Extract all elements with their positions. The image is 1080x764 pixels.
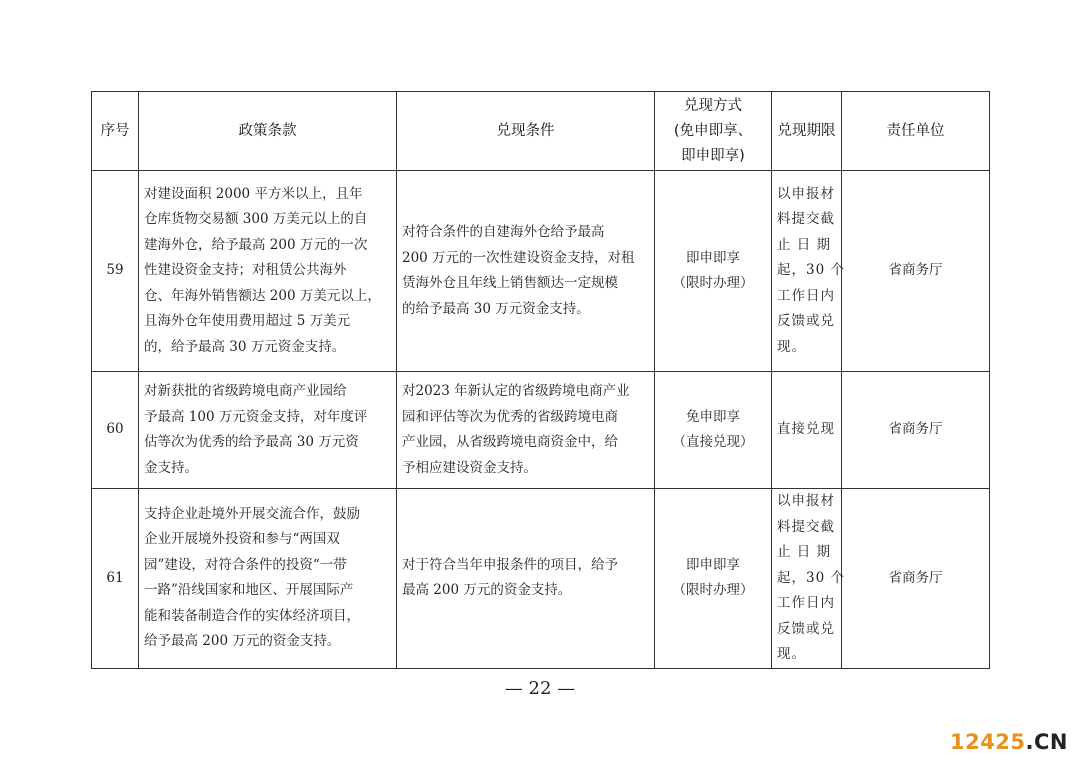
period-line: 以申报材	[777, 185, 835, 202]
row-condition	[397, 489, 655, 669]
page-number: — 22 —	[504, 678, 576, 699]
period-line: 止 日 期	[777, 236, 832, 253]
condition-line: 对符合条件的自建海外仓给予最高	[402, 224, 605, 240]
method-line: 即申即享	[686, 556, 740, 573]
header-method-line: 兑现方式	[684, 97, 742, 114]
policy-line: 园”建设，对符合条件的投资“一带	[144, 556, 347, 573]
period-line: 工作日内	[777, 595, 835, 611]
period-line: 料提交截	[777, 211, 835, 228]
row-method	[655, 171, 772, 372]
watermark-suffix: .CN	[1025, 730, 1068, 754]
row-unit: 省商务厅	[842, 489, 990, 669]
policy-line: 予最高 100 万元资金支持，对年度评	[144, 408, 368, 425]
row-policy	[139, 489, 397, 669]
header-method-line: (免申即享、	[673, 122, 753, 139]
period-line: 起，30 个	[777, 569, 845, 586]
condition-line: 园和评估等次为优秀的省级跨境电商	[402, 408, 618, 425]
row-number: 61	[92, 489, 139, 669]
policy-line: 性建设资金支持；对租赁公共海外	[144, 262, 347, 279]
policy-line: 仓、年海外销售额达 200 万美元以上，	[144, 287, 381, 304]
row-period	[772, 372, 842, 489]
row-unit: 省商务厅	[842, 372, 990, 489]
condition-line: 200 万元的一次性建设资金支持，对租	[402, 249, 635, 266]
period-line: 工作日内	[777, 287, 835, 304]
row-unit: 省商务厅	[842, 171, 990, 372]
policy-line: 的，给予最高 30 万元资金支持。	[144, 338, 346, 355]
policy-line: 仓库货物交易额 300 万美元以上的自	[144, 211, 368, 228]
header-method-line: 即申即享)	[681, 147, 745, 164]
period-line: 以申报材	[777, 493, 835, 509]
header-policy: 政策条款	[139, 92, 397, 171]
condition-line: 赁海外仓且年线上销售额达一定规模	[402, 275, 618, 291]
method-line: （直接兑现）	[672, 434, 754, 450]
policy-line: 金支持。	[144, 459, 198, 476]
policy-line: 一路”沿线国家和地区、开展国际产	[144, 582, 354, 599]
header-condition: 兑现条件	[397, 92, 655, 171]
method-line: 即申即享	[686, 249, 740, 266]
policy-line: 给予最高 200 万元的资金支持。	[144, 633, 341, 650]
header-row	[92, 92, 990, 171]
row-method	[655, 489, 772, 669]
watermark-main: 12425	[949, 730, 1026, 754]
table-row	[92, 489, 990, 669]
condition-line: 予相应建设资金支持。	[402, 459, 537, 476]
policy-line: 对新获批的省级跨境电商产业园给	[144, 383, 347, 399]
policy-line: 建海外仓，给予最高 200 万元的一次	[144, 236, 368, 253]
policy-line: 估等次为优秀的给予最高 30 万元资	[144, 434, 359, 450]
period-line: 直接兑现	[777, 421, 835, 438]
row-method	[655, 372, 772, 489]
method-line: （限时办理）	[672, 275, 754, 291]
row-condition	[397, 171, 655, 372]
period-line: 反馈或兑	[777, 313, 835, 330]
period-line: 反馈或兑	[777, 620, 835, 637]
policy-line: 支持企业赴境外开展交流合作，鼓励	[144, 505, 360, 522]
condition-line: 对2023 年新认定的省级跨境电商产业	[402, 383, 630, 399]
condition-line: 最高 200 万元的资金支持。	[402, 582, 572, 599]
policy-line: 企业开展境外投资和参与“两国双	[144, 531, 340, 548]
condition-line: 的给予最高 30 万元资金支持。	[402, 300, 590, 317]
header-unit: 责任单位	[842, 92, 990, 171]
table-row	[92, 171, 990, 372]
row-policy	[139, 171, 397, 372]
period-line: 现。	[777, 646, 806, 662]
header-method	[655, 92, 772, 171]
policy-line: 对建设面积 2000 平方米以上，且年	[144, 185, 363, 202]
row-period	[772, 171, 845, 372]
row-condition	[397, 372, 655, 489]
period-line: 现。	[777, 338, 806, 355]
table-row	[92, 372, 990, 489]
condition-line: 对于符合当年申报条件的项目，给予	[402, 556, 618, 573]
period-line: 料提交截	[777, 518, 835, 535]
period-line: 止 日 期	[777, 544, 832, 560]
policy-line: 能和装备制造合作的实体经济项目，	[144, 607, 360, 624]
header-number: 序号	[92, 92, 139, 171]
row-number: 60	[92, 372, 139, 489]
method-line: （限时办理）	[672, 582, 754, 599]
policy-line: 且海外仓年使用费用超过 5 万美元	[144, 313, 351, 330]
condition-line: 产业园，从省级跨境电商资金中，给	[402, 434, 618, 450]
row-policy	[139, 372, 397, 489]
policy-table	[91, 91, 990, 669]
method-line: 免申即享	[686, 408, 740, 425]
row-number: 59	[92, 171, 139, 372]
row-period	[772, 489, 845, 669]
site-watermark-logo	[950, 730, 1068, 754]
header-period: 兑现期限	[772, 92, 842, 171]
period-line: 起，30 个	[777, 262, 845, 279]
